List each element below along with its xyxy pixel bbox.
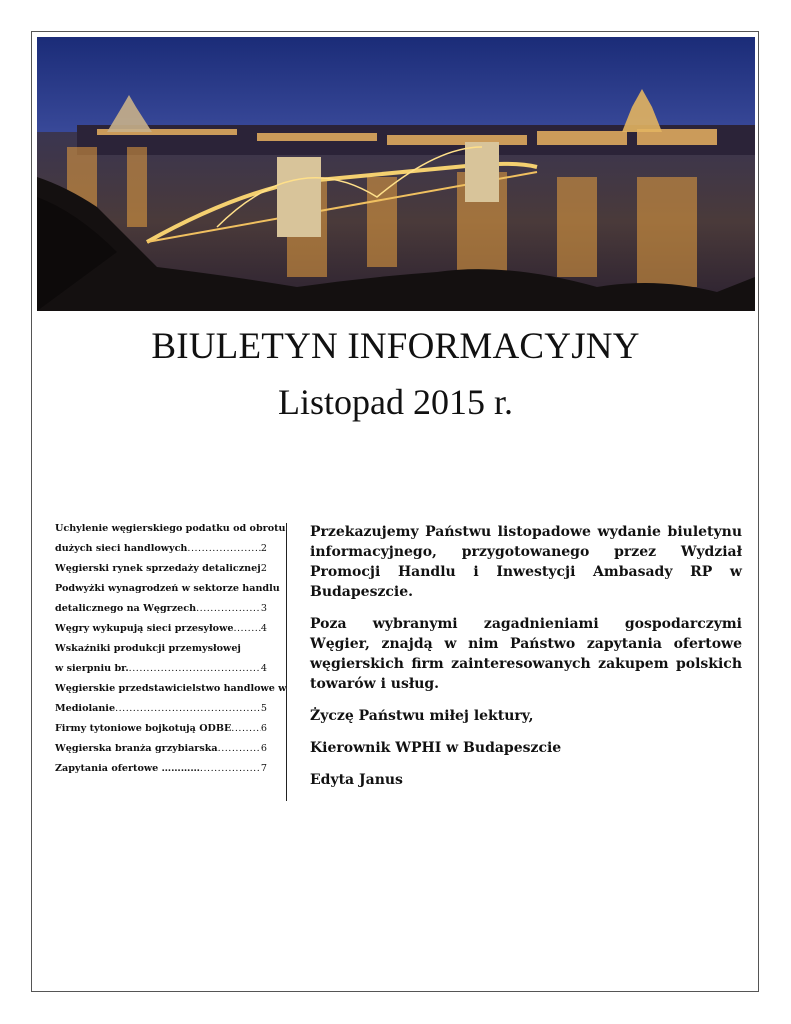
toc-page-number: 6 xyxy=(260,743,267,754)
signature-title: Kierownik WPHI w Budapeszcie xyxy=(310,740,562,756)
toc-entry[interactable] xyxy=(55,519,286,559)
page-title: BIULETYN INFORMACYJNY xyxy=(151,326,640,367)
toc-entry[interactable] xyxy=(55,679,287,719)
toc-entry-text: Firmy tytoniowe bojkotują ODBE xyxy=(55,723,232,734)
toc-entry[interactable] xyxy=(55,559,267,579)
signature-name: Edyta Janus xyxy=(310,772,403,788)
column-divider xyxy=(286,523,287,801)
toc-entry-text: Węgry wykupują sieci przesyłowe xyxy=(55,623,234,634)
toc-page-number: 2 xyxy=(260,543,267,554)
toc-entry-text: Podwyżki wynagrodzeń w sektorze handlu xyxy=(55,583,280,594)
toc-page-number: 3 xyxy=(260,603,267,614)
page-subtitle: Listopad 2015 r. xyxy=(278,382,513,422)
toc-page-number: 6 xyxy=(260,723,267,734)
greeting: Życzę Państwu miłej lektury, xyxy=(310,708,534,724)
toc-entry-text: Węgierskie przedstawicielstwo handlowe w xyxy=(55,683,287,694)
budapest-night-photo xyxy=(37,37,755,311)
toc-entry-text: w sierpniu br. xyxy=(55,663,129,674)
toc-entry[interactable] xyxy=(55,579,280,619)
toc-entry-text: Wskaźniki produkcji przemysłowej xyxy=(55,643,241,654)
intro-paragraph: Poza wybranymi zagadnieniami gospodarczymi Węgier, znajdą w nim Państwo zapytania ofertowe węgierskich firm zainteresowanych zakupem polskich towarów i usług. xyxy=(310,616,742,692)
intro-paragraph: Przekazujemy Państwu listopadowe wydanie biuletynu informacyjnego, przygotowanego przez Wydział Promocji Handlu i Inwestycji Ambasady RP w Budapeszcie. xyxy=(310,524,742,600)
intro-text xyxy=(310,522,742,802)
toc-page-number: 7 xyxy=(260,763,267,774)
toc-entry[interactable] xyxy=(55,739,267,759)
toc-entry-text: dużych sieci handlowych xyxy=(55,543,188,554)
cover-photo xyxy=(37,37,755,311)
toc-entry-text: Zapytania ofertowe ………… xyxy=(55,763,200,774)
table-of-contents xyxy=(55,519,287,779)
toc-page-number: 2 xyxy=(260,563,267,574)
toc-page-number: 4 xyxy=(260,663,267,674)
toc-entry[interactable] xyxy=(55,759,267,779)
toc-entry[interactable] xyxy=(55,619,267,639)
toc-page-number: 4 xyxy=(260,623,267,634)
toc-entry[interactable] xyxy=(55,719,267,739)
toc-entry-text: Węgierska branża grzybiarska xyxy=(55,743,218,754)
toc-entry-text: detalicznego na Węgrzech xyxy=(55,603,197,614)
toc-entry-text: Mediolanie xyxy=(55,703,116,714)
toc-entry-text: Uchylenie węgierskiego podatku od obrotu xyxy=(55,523,286,534)
toc-entry[interactable] xyxy=(55,639,267,679)
toc-page-number: 5 xyxy=(260,703,267,714)
toc-entry-text: Węgierski rynek sprzedaży detalicznej xyxy=(55,563,261,574)
